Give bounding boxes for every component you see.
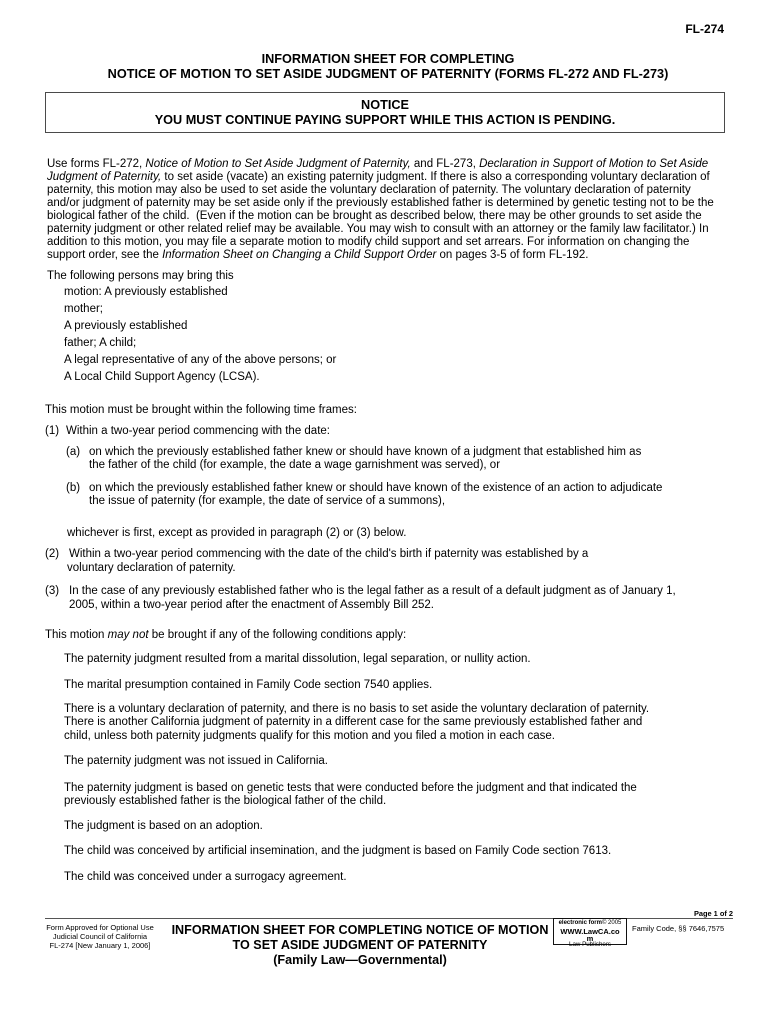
notice-heading: NOTICE — [361, 97, 409, 112]
publisher-url: WWW.LawCA.co — [560, 926, 620, 936]
person-item: father; A child; — [64, 336, 137, 349]
eligible-persons — [47, 268, 336, 386]
footer-title-line: (Family Law—Governmental) — [273, 952, 447, 967]
person-item: motion: A previously established — [64, 286, 228, 299]
intro-line — [47, 171, 714, 184]
subitem-text-b: the issue of paternity (for example, the date of service of a summons), — [89, 494, 446, 507]
item-marker-1: (1) — [45, 424, 60, 437]
subitem-marker-b: (b) — [66, 481, 81, 494]
page-title — [48, 52, 728, 82]
info-sheet-title: Information Sheet on Changing a Child Support Order — [162, 248, 437, 261]
conditions-heading-text: This motion — [45, 628, 108, 641]
person-item: A legal representative of any of the above persons; or — [64, 353, 337, 366]
form-title-fl-273: Declaration in Support of Motion to Set Aside — [479, 157, 709, 170]
approval-line: Form Approved for Optional Use — [46, 922, 154, 932]
condition-item: The paternity judgment resulted from a marital dissolution, legal separation, or nullity action. — [64, 652, 531, 665]
publisher-label: electronic form — [558, 920, 602, 926]
title-line-2: NOTICE OF MOTION TO SET ASIDE JUDGMENT OF PATERNITY (FORMS FL-272 AND FL-273) — [107, 66, 669, 81]
item-text-3: 2005, within a two-year period after the enactment of Assembly Bill 252. — [69, 598, 435, 611]
conditions-heading — [45, 629, 406, 642]
intro-text: on pages 3-5 of form FL-192. — [436, 248, 589, 261]
notice-box — [45, 92, 725, 133]
person-item: A Local Child Support Agency (LCSA). — [64, 370, 260, 383]
condition-item: The judgment is based on an adoption. — [64, 819, 263, 832]
intro-text: Use forms FL-272, — [47, 157, 146, 170]
time-frames-heading: This motion must be brought within the following time frames: — [45, 403, 357, 416]
notice-text: YOU MUST CONTINUE PAYING SUPPORT WHILE THIS ACTION IS PENDING. — [154, 112, 616, 127]
intro-text: to set aside (vacate) an existing paternity judgment. If there is also a corresponding voluntary declaration of — [161, 170, 710, 183]
conditions-heading-emphasis: may not — [107, 628, 149, 641]
condition-item: The paternity judgment was not issued in California. — [64, 754, 329, 767]
intro-line: addition to this motion, you may file a separate motion to modify child support and set arrears. For information on changing the — [47, 235, 690, 248]
intro-line: and/or judgment of paternity may be set aside only if the previously established father is determined by genetic testing not to be the — [47, 196, 714, 209]
publisher-line — [554, 920, 626, 927]
publisher-name: Law Publishers — [569, 941, 611, 948]
intro-text: and FL-273, — [410, 157, 480, 170]
subitem-text-a: the father of the child (for example, the date a wage garnishment was served), or — [89, 458, 501, 471]
code-reference: Family Code, §§ 7646,7575 — [632, 923, 725, 933]
form-number: FL-274 — [685, 22, 724, 36]
item-text-1: Within a two-year period commencing with the date: — [66, 424, 330, 437]
condition-item: There is another California judgment of paternity in a different case for the same previously established father and — [64, 715, 643, 728]
publisher-url-end: m — [586, 934, 594, 943]
condition-item: child, unless both paternity judgments qualify for this motion and you filed a motion in each case. — [64, 729, 555, 742]
intro-line — [47, 249, 714, 262]
intro-paragraph — [47, 158, 714, 262]
intro-text: support order, see the — [47, 248, 163, 261]
item-1-closing: whichever is first, except as provided in paragraph (2) or (3) below. — [67, 526, 407, 539]
condition-item: There is a voluntary declaration of paternity, and there is no basis to set aside the voluntary declaration of paternity. — [64, 702, 650, 715]
condition-item: The child was conceived by artificial insemination, and the judgment is based on Family Code section 7613. — [64, 844, 612, 857]
form-title-fl-273: Judgment of Paternity, — [47, 170, 162, 183]
intro-line: paternity, this motion may also be used to set aside the voluntary declaration of paternity. The voluntary declaration of paternity — [47, 183, 691, 196]
person-item: mother; — [64, 303, 103, 316]
subitem-marker-a: (a) — [66, 445, 81, 458]
condition-item: previously established father is the biological father of the child. — [64, 794, 387, 807]
persons-lead: The following persons may bring this — [47, 269, 234, 282]
condition-item: The marital presumption contained in Family Code section 7540 applies. — [64, 678, 433, 691]
notice-content — [46, 98, 724, 128]
intro-line — [47, 158, 714, 171]
item-text-2: Within a two-year period commencing with the date of the child's birth if paternity was established by a — [69, 547, 589, 560]
intro-line: biological father of the child. (Even if the motion can be brought as described below, there may be other grounds to set aside the — [47, 209, 702, 222]
footer-divider — [45, 918, 733, 919]
publisher-copyright: © 2005 — [601, 920, 622, 926]
subitem-text-a: on which the previously established father knew or should have known of a judgment that established him as — [89, 445, 642, 458]
footer-title-line: INFORMATION SHEET FOR COMPLETING NOTICE OF MOTION — [171, 922, 549, 937]
title-line-1: INFORMATION SHEET FOR COMPLETING — [261, 51, 515, 66]
item-marker-2: (2) — [45, 547, 60, 560]
approval-line: FL-274 [New January 1, 2006] — [49, 940, 151, 950]
intro-line: paternity judgment or other related relief may be available. You may wish to consult with an attorney or the family law facilitator.) In — [47, 222, 709, 235]
footer-title — [160, 923, 560, 968]
condition-item: The paternity judgment is based on genetic tests that were conducted before the judgment and that indicated the — [64, 781, 637, 794]
page-number: Page 1 of 2 — [693, 909, 733, 918]
form-approval — [40, 923, 160, 950]
approval-line: Judicial Council of California — [52, 931, 148, 941]
item-text-2: voluntary declaration of paternity. — [67, 561, 236, 574]
item-text-3: In the case of any previously established father who is the legal father as a result of a default judgment as of January 1, — [69, 584, 676, 597]
person-item: A previously established — [64, 320, 188, 333]
item-marker-3: (3) — [45, 584, 60, 597]
footer-title-line: TO SET ASIDE JUDGMENT OF PATERNITY — [232, 937, 488, 952]
subitem-text-b: on which the previously established father knew or should have known of the existence of an action to adjudicate — [89, 481, 663, 494]
condition-item: The child was conceived under a surrogacy agreement. — [64, 870, 347, 883]
conditions-heading-text: be brought if any of the following conditions apply: — [148, 628, 407, 641]
form-title-fl-272: Notice of Motion to Set Aside Judgment of Paternity, — [145, 157, 411, 170]
